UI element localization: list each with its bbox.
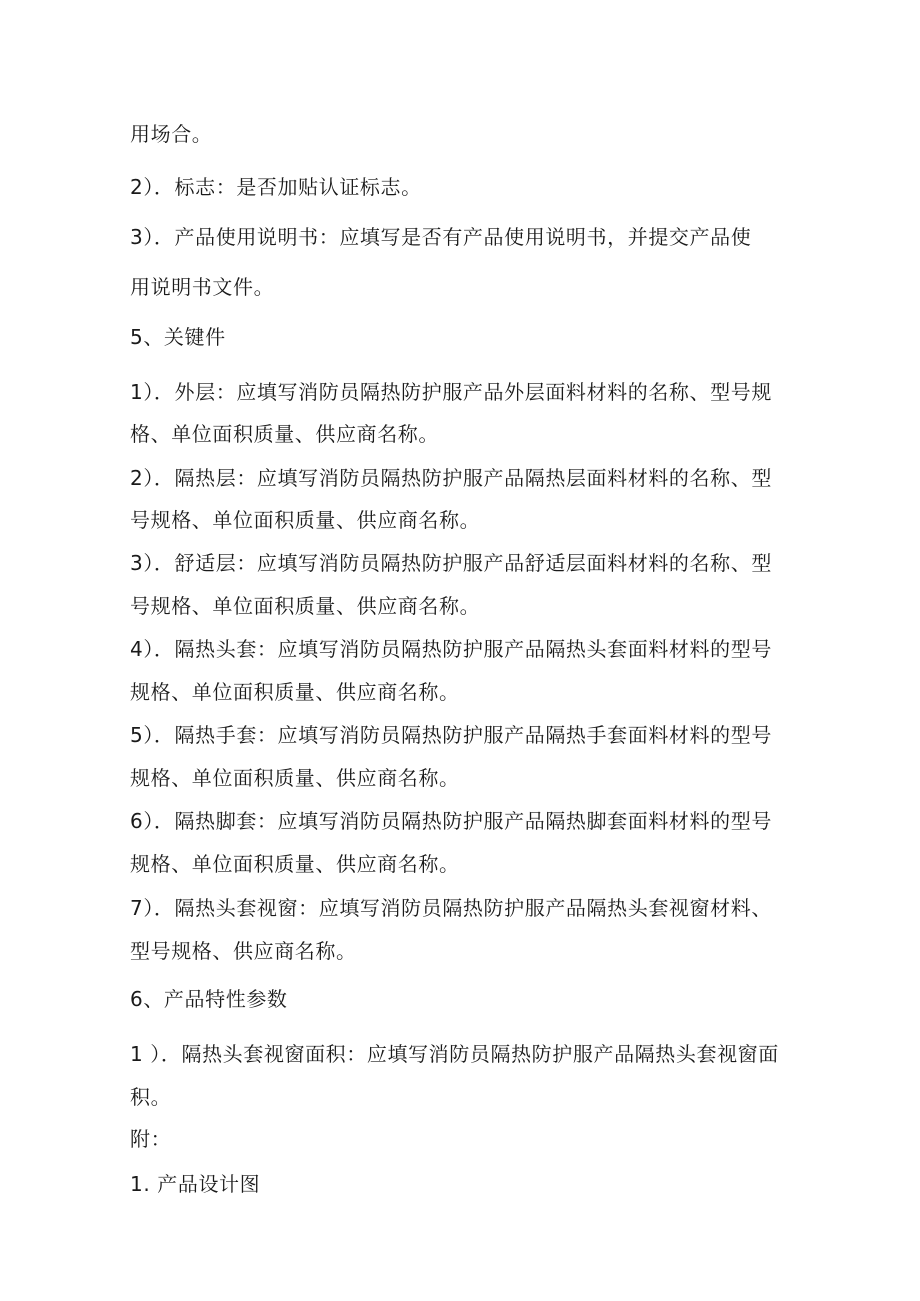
text-line: 号规格、单位面积质量、供应商名称。 xyxy=(130,594,481,618)
list-item-insulation-layer: 2）．隔热层：应填写消防员隔热防护服产品隔热层面料材料的名称、型 xyxy=(130,466,772,490)
text-line: 格、单位面积质量、供应商名称。 xyxy=(130,422,439,446)
text-line: 型号规格、供应商名称。 xyxy=(130,939,357,963)
list-item-manual: 3）．产品使用说明书：应填写是否有产品使用说明书，并提交产品使 xyxy=(130,225,752,249)
text-line: 用场合。 xyxy=(130,122,213,146)
list-item-mark: 2）．标志：是否加贴认证标志。 xyxy=(130,175,422,199)
list-item-visor-area: 1 ）．隔热头套视窗面积：应填写消防员隔热防护服产品隔热头套视窗面 xyxy=(130,1042,779,1066)
list-item-boots: 6）．隔热脚套：应填写消防员隔热防护服产品隔热脚套面料材料的型号 xyxy=(130,809,772,833)
text-line: 号规格、单位面积质量、供应商名称。 xyxy=(130,508,481,532)
section-heading-key-components: 5、关键件 xyxy=(130,325,226,349)
list-item-hood: 4）．隔热头套：应填写消防员隔热防护服产品隔热头套面料材料的型号 xyxy=(130,637,772,661)
appendix-item-design-drawing: 1. 产品设计图 xyxy=(130,1172,261,1196)
appendix-label: 附： xyxy=(130,1127,172,1151)
list-item-hood-visor: 7）．隔热头套视窗：应填写消防员隔热防护服产品隔热头套视窗材料、 xyxy=(130,896,772,920)
list-item-comfort-layer: 3）．舒适层：应填写消防员隔热防护服产品舒适层面料材料的名称、型 xyxy=(130,551,772,575)
text-line: 积。 xyxy=(130,1085,172,1109)
section-heading-product-parameters: 6、产品特性参数 xyxy=(130,987,288,1011)
list-item-outer-layer: 1）．外层：应填写消防员隔热防护服产品外层面料材料的名称、型号规 xyxy=(130,380,772,404)
text-line: 用说明书文件。 xyxy=(130,275,275,299)
text-line: 规格、单位面积质量、供应商名称。 xyxy=(130,766,460,790)
text-line: 规格、单位面积质量、供应商名称。 xyxy=(130,852,460,876)
list-item-gloves: 5）．隔热手套：应填写消防员隔热防护服产品隔热手套面料材料的型号 xyxy=(130,723,772,747)
text-line: 规格、单位面积质量、供应商名称。 xyxy=(130,680,460,704)
